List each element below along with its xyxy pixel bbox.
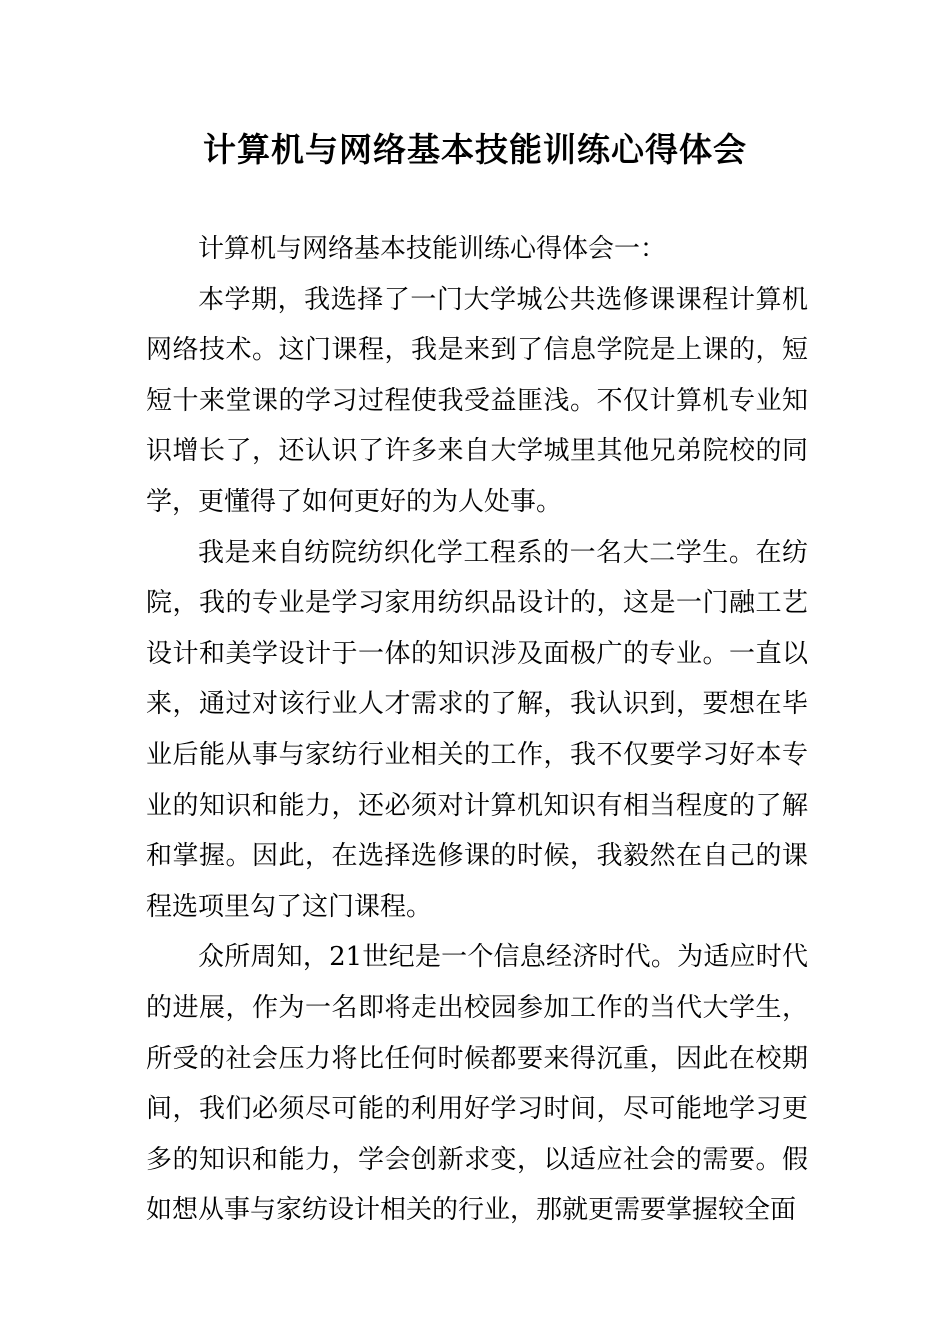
- paragraph-intro: 计算机与网络基本技能训练心得体会一：: [198, 234, 667, 264]
- paragraph: 本学期，我选择了一门大学城公共选修课课程计算机网络技术。这门课程，我是来到了信息学院是上课的，短短十来堂课的学习过程使我受益匪浅。不仅计算机专业知识增长了，还认识了许多来自大学城里其他兄弟院校的同学，更懂得了如何更好的为人处事。: [146, 284, 808, 517]
- document-body: [146, 224, 808, 1236]
- document-title: 计算机与网络基本技能训练心得体会: [203, 130, 747, 169]
- paragraph: 众所周知，21世纪是一个信息经济时代。为适应时代的进展，作为一名即将走出校园参加工作的当代大学生，所受的社会压力将比任何时候都要来得沉重，因此在校期间，我们必须尽可能的利用好学习时间，尽可能地学习更多的知识和能力，学会创新求变，以适应社会的需要。假如想从事与家纺设计相关的行业，那就更需要掌握较全面: [146, 942, 808, 1226]
- paragraph: 我是来自纺院纺织化学工程系的一名大二学生。在纺院，我的专业是学习家用纺织品设计的，这是一门融工艺设计和美学设计于一体的知识涉及面极广的专业。一直以来，通过对该行业人才需求的了解，我认识到，要想在毕业后能从事与家纺行业相关的工作，我不仅要学习好本专业的知识和能力，还必须对计算机知识有相当程度的了解和掌握。因此，在选择选修课的时候，我毅然在自己的课程选项里勾了这门课程。: [146, 537, 808, 922]
